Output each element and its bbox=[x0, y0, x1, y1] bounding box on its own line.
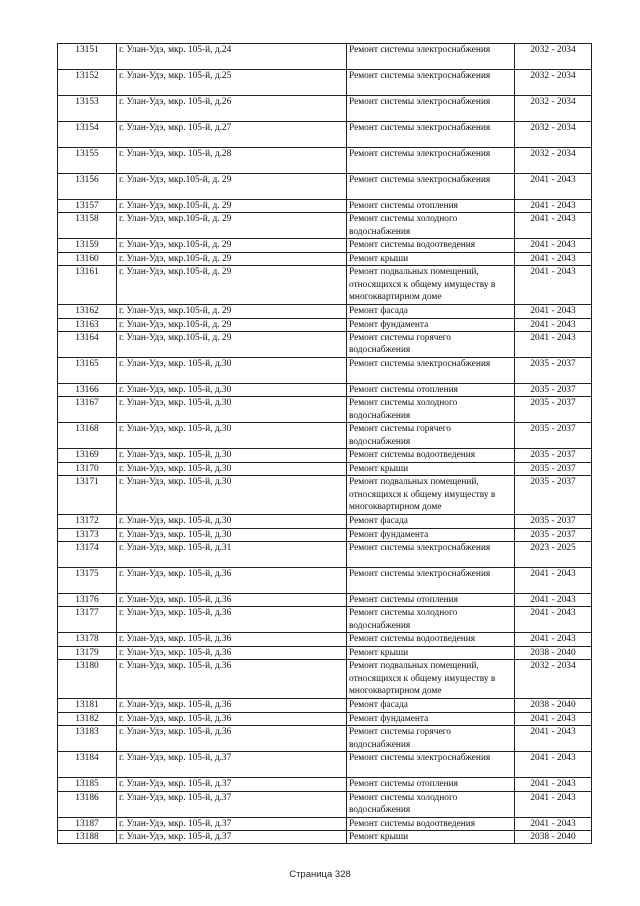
row-period: 2041 - 2043 bbox=[515, 817, 592, 830]
row-number: 13187 bbox=[58, 817, 117, 830]
row-period: 2041 - 2043 bbox=[515, 607, 592, 633]
table-row bbox=[58, 726, 592, 752]
row-work-type: Ремонт крыши bbox=[347, 830, 515, 843]
row-address: г. Улан-Удэ, мкр. 105-й, д.36 bbox=[117, 568, 347, 594]
table-row bbox=[58, 44, 592, 70]
row-number: 13181 bbox=[58, 699, 117, 712]
table-row bbox=[58, 148, 592, 174]
row-address: г. Улан-Удэ, мкр. 105-й, д.37 bbox=[117, 752, 347, 778]
table-row bbox=[58, 778, 592, 791]
row-address: г. Улан-Удэ, мкр. 105-й, д.24 bbox=[117, 44, 347, 70]
row-work-type: Ремонт системы водоотведения bbox=[347, 817, 515, 830]
row-number: 13182 bbox=[58, 712, 117, 725]
row-period: 2038 - 2040 bbox=[515, 646, 592, 659]
row-work-type: Ремонт фундамента bbox=[347, 318, 515, 331]
row-address: г. Улан-Удэ, мкр. 105-й, д.30 bbox=[117, 528, 347, 541]
table-row bbox=[58, 358, 592, 384]
row-work-type: Ремонт системы электроснабжения bbox=[347, 542, 515, 568]
row-period: 2041 - 2043 bbox=[515, 305, 592, 318]
row-period: 2041 - 2043 bbox=[515, 318, 592, 331]
row-work-type: Ремонт системы электроснабжения bbox=[347, 96, 515, 122]
table-row bbox=[58, 174, 592, 200]
table-row bbox=[58, 318, 592, 331]
table-row bbox=[58, 266, 592, 305]
row-number: 13166 bbox=[58, 384, 117, 397]
row-work-type: Ремонт системы отопления bbox=[347, 200, 515, 213]
row-address: г. Улан-Удэ, мкр. 105-й, д.28 bbox=[117, 148, 347, 174]
table-row bbox=[58, 817, 592, 830]
row-number: 13155 bbox=[58, 148, 117, 174]
row-address: г. Улан-Удэ, мкр. 105-й, д.30 bbox=[117, 449, 347, 462]
table-row bbox=[58, 397, 592, 423]
row-work-type: Ремонт системы горячего водоснабжения bbox=[347, 726, 515, 752]
row-period: 2035 - 2037 bbox=[515, 528, 592, 541]
row-work-type: Ремонт системы отопления bbox=[347, 384, 515, 397]
row-number: 13173 bbox=[58, 528, 117, 541]
table-row bbox=[58, 332, 592, 358]
table-row bbox=[58, 515, 592, 528]
row-number: 13161 bbox=[58, 266, 117, 305]
row-address: г. Улан-Удэ, мкр.105-й, д. 29 bbox=[117, 213, 347, 239]
row-work-type: Ремонт подвальных помещений, относящихся к общему имуществу в многоквартирном доме bbox=[347, 476, 515, 515]
row-address: г. Улан-Удэ, мкр. 105-й, д.30 bbox=[117, 476, 347, 515]
table-row bbox=[58, 791, 592, 817]
row-period: 2035 - 2037 bbox=[515, 476, 592, 515]
row-address: г. Улан-Удэ, мкр. 105-й, д.36 bbox=[117, 594, 347, 607]
row-number: 13175 bbox=[58, 568, 117, 594]
row-address: г. Улан-Удэ, мкр. 105-й, д.30 bbox=[117, 397, 347, 423]
row-period: 2041 - 2043 bbox=[515, 778, 592, 791]
table-row bbox=[58, 462, 592, 475]
row-period: 2041 - 2043 bbox=[515, 213, 592, 239]
row-work-type: Ремонт подвальных помещений, относящихся к общему имуществу в многоквартирном доме bbox=[347, 660, 515, 699]
row-number: 13162 bbox=[58, 305, 117, 318]
table-row bbox=[58, 239, 592, 252]
row-address: г. Улан-Удэ, мкр. 105-й, д.30 bbox=[117, 384, 347, 397]
row-number: 13153 bbox=[58, 96, 117, 122]
row-number: 13176 bbox=[58, 594, 117, 607]
row-work-type: Ремонт системы холодного водоснабжения bbox=[347, 213, 515, 239]
table-row bbox=[58, 660, 592, 699]
row-work-type: Ремонт фасада bbox=[347, 515, 515, 528]
row-work-type: Ремонт системы электроснабжения bbox=[347, 752, 515, 778]
table-row bbox=[58, 213, 592, 239]
row-address: г. Улан-Удэ, мкр.105-й, д. 29 bbox=[117, 239, 347, 252]
row-address: г. Улан-Удэ, мкр. 105-й, д.30 bbox=[117, 515, 347, 528]
row-number: 13159 bbox=[58, 239, 117, 252]
table-row bbox=[58, 712, 592, 725]
row-address: г. Улан-Удэ, мкр.105-й, д. 29 bbox=[117, 305, 347, 318]
row-address: г. Улан-Удэ, мкр. 105-й, д.26 bbox=[117, 96, 347, 122]
table-row bbox=[58, 122, 592, 148]
table-body bbox=[58, 44, 592, 844]
row-address: г. Улан-Удэ, мкр. 105-й, д.36 bbox=[117, 607, 347, 633]
row-number: 13169 bbox=[58, 449, 117, 462]
table-row bbox=[58, 423, 592, 449]
row-number: 13171 bbox=[58, 476, 117, 515]
row-number: 13160 bbox=[58, 252, 117, 265]
table-row bbox=[58, 96, 592, 122]
row-work-type: Ремонт системы горячего водоснабжения bbox=[347, 423, 515, 449]
row-work-type: Ремонт крыши bbox=[347, 646, 515, 659]
row-period: 2041 - 2043 bbox=[515, 712, 592, 725]
row-address: г. Улан-Удэ, мкр.105-й, д. 29 bbox=[117, 174, 347, 200]
row-number: 13178 bbox=[58, 633, 117, 646]
row-period: 2032 - 2034 bbox=[515, 44, 592, 70]
row-number: 13185 bbox=[58, 778, 117, 791]
table-row bbox=[58, 752, 592, 778]
row-address: г. Улан-Удэ, мкр.105-й, д. 29 bbox=[117, 200, 347, 213]
row-number: 13158 bbox=[58, 213, 117, 239]
row-address: г. Улан-Удэ, мкр. 105-й, д.36 bbox=[117, 712, 347, 725]
row-work-type: Ремонт подвальных помещений, относящихся к общему имуществу в многоквартирном доме bbox=[347, 266, 515, 305]
row-period: 2041 - 2043 bbox=[515, 174, 592, 200]
table-row bbox=[58, 830, 592, 843]
row-work-type: Ремонт системы электроснабжения bbox=[347, 122, 515, 148]
table-row bbox=[58, 542, 592, 568]
row-number: 13151 bbox=[58, 44, 117, 70]
row-number: 13179 bbox=[58, 646, 117, 659]
row-work-type: Ремонт системы холодного водоснабжения bbox=[347, 397, 515, 423]
table-row bbox=[58, 633, 592, 646]
row-work-type: Ремонт крыши bbox=[347, 252, 515, 265]
row-address: г. Улан-Удэ, мкр. 105-й, д.31 bbox=[117, 542, 347, 568]
row-period: 2041 - 2043 bbox=[515, 332, 592, 358]
row-period: 2041 - 2043 bbox=[515, 252, 592, 265]
row-address: г. Улан-Удэ, мкр. 105-й, д.37 bbox=[117, 791, 347, 817]
row-work-type: Ремонт системы водоотведения bbox=[347, 239, 515, 252]
row-address: г. Улан-Удэ, мкр. 105-й, д.36 bbox=[117, 660, 347, 699]
table-row bbox=[58, 70, 592, 96]
row-period: 2023 - 2025 bbox=[515, 542, 592, 568]
table-row bbox=[58, 476, 592, 515]
row-period: 2032 - 2034 bbox=[515, 660, 592, 699]
row-address: г. Улан-Удэ, мкр. 105-й, д.37 bbox=[117, 817, 347, 830]
row-number: 13172 bbox=[58, 515, 117, 528]
row-number: 13186 bbox=[58, 791, 117, 817]
row-period: 2041 - 2043 bbox=[515, 752, 592, 778]
row-number: 13188 bbox=[58, 830, 117, 843]
table-row bbox=[58, 384, 592, 397]
row-period: 2035 - 2037 bbox=[515, 423, 592, 449]
row-number: 13163 bbox=[58, 318, 117, 331]
row-work-type: Ремонт фундамента bbox=[347, 712, 515, 725]
row-period: 2032 - 2034 bbox=[515, 96, 592, 122]
row-period: 2035 - 2037 bbox=[515, 462, 592, 475]
table-row bbox=[58, 699, 592, 712]
row-work-type: Ремонт системы электроснабжения bbox=[347, 358, 515, 384]
row-number: 13183 bbox=[58, 726, 117, 752]
row-address: г. Улан-Удэ, мкр. 105-й, д.36 bbox=[117, 633, 347, 646]
row-period: 2038 - 2040 bbox=[515, 699, 592, 712]
row-period: 2041 - 2043 bbox=[515, 239, 592, 252]
repair-schedule-table bbox=[57, 43, 592, 844]
row-work-type: Ремонт фасада bbox=[347, 305, 515, 318]
table-row bbox=[58, 449, 592, 462]
row-work-type: Ремонт системы отопления bbox=[347, 594, 515, 607]
table-row bbox=[58, 305, 592, 318]
row-work-type: Ремонт системы горячего водоснабжения bbox=[347, 332, 515, 358]
row-number: 13152 bbox=[58, 70, 117, 96]
row-address: г. Улан-Удэ, мкр. 105-й, д.30 bbox=[117, 423, 347, 449]
row-number: 13168 bbox=[58, 423, 117, 449]
row-address: г. Улан-Удэ, мкр. 105-й, д.25 bbox=[117, 70, 347, 96]
row-number: 13184 bbox=[58, 752, 117, 778]
row-work-type: Ремонт системы электроснабжения bbox=[347, 44, 515, 70]
row-period: 2035 - 2037 bbox=[515, 515, 592, 528]
page-number: Страница 328 bbox=[289, 869, 351, 880]
row-address: г. Улан-Удэ, мкр. 105-й, д.30 bbox=[117, 462, 347, 475]
row-work-type: Ремонт системы электроснабжения bbox=[347, 174, 515, 200]
row-address: г. Улан-Удэ, мкр.105-й, д. 29 bbox=[117, 252, 347, 265]
row-number: 13170 bbox=[58, 462, 117, 475]
row-period: 2032 - 2034 bbox=[515, 70, 592, 96]
table-row bbox=[58, 568, 592, 594]
row-address: г. Улан-Удэ, мкр. 105-й, д.27 bbox=[117, 122, 347, 148]
row-work-type: Ремонт системы отопления bbox=[347, 778, 515, 791]
row-period: 2041 - 2043 bbox=[515, 633, 592, 646]
row-address: г. Улан-Удэ, мкр. 105-й, д.36 bbox=[117, 699, 347, 712]
table-row bbox=[58, 528, 592, 541]
row-period: 2032 - 2034 bbox=[515, 122, 592, 148]
row-address: г. Улан-Удэ, мкр.105-й, д. 29 bbox=[117, 332, 347, 358]
row-address: г. Улан-Удэ, мкр. 105-й, д.37 bbox=[117, 830, 347, 843]
table-row bbox=[58, 594, 592, 607]
row-work-type: Ремонт системы электроснабжения bbox=[347, 568, 515, 594]
row-work-type: Ремонт системы электроснабжения bbox=[347, 70, 515, 96]
row-work-type: Ремонт фундамента bbox=[347, 528, 515, 541]
row-number: 13157 bbox=[58, 200, 117, 213]
row-address: г. Улан-Удэ, мкр. 105-й, д.36 bbox=[117, 646, 347, 659]
row-work-type: Ремонт крыши bbox=[347, 462, 515, 475]
table-row bbox=[58, 646, 592, 659]
row-number: 13177 bbox=[58, 607, 117, 633]
row-address: г. Улан-Удэ, мкр. 105-й, д.30 bbox=[117, 358, 347, 384]
row-period: 2035 - 2037 bbox=[515, 384, 592, 397]
row-address: г. Улан-Удэ, мкр. 105-й, д.36 bbox=[117, 726, 347, 752]
row-period: 2032 - 2034 bbox=[515, 148, 592, 174]
table-row bbox=[58, 200, 592, 213]
row-period: 2041 - 2043 bbox=[515, 594, 592, 607]
row-work-type: Ремонт фасада bbox=[347, 699, 515, 712]
row-number: 13154 bbox=[58, 122, 117, 148]
row-work-type: Ремонт системы холодного водоснабжения bbox=[347, 791, 515, 817]
table-row bbox=[58, 252, 592, 265]
table-row bbox=[58, 607, 592, 633]
row-work-type: Ремонт системы водоотведения bbox=[347, 633, 515, 646]
row-number: 13174 bbox=[58, 542, 117, 568]
row-period: 2038 - 2040 bbox=[515, 830, 592, 843]
row-address: г. Улан-Удэ, мкр.105-й, д. 29 bbox=[117, 318, 347, 331]
row-work-type: Ремонт системы электроснабжения bbox=[347, 148, 515, 174]
row-work-type: Ремонт системы холодного водоснабжения bbox=[347, 607, 515, 633]
row-number: 13165 bbox=[58, 358, 117, 384]
row-period: 2041 - 2043 bbox=[515, 791, 592, 817]
row-period: 2041 - 2043 bbox=[515, 568, 592, 594]
row-number: 13167 bbox=[58, 397, 117, 423]
row-period: 2035 - 2037 bbox=[515, 397, 592, 423]
row-period: 2041 - 2043 bbox=[515, 726, 592, 752]
row-number: 13156 bbox=[58, 174, 117, 200]
row-address: г. Улан-Удэ, мкр. 105-й, д.37 bbox=[117, 778, 347, 791]
row-number: 13180 bbox=[58, 660, 117, 699]
row-work-type: Ремонт системы водоотведения bbox=[347, 449, 515, 462]
row-address: г. Улан-Удэ, мкр.105-й, д. 29 bbox=[117, 266, 347, 305]
row-number: 13164 bbox=[58, 332, 117, 358]
row-period: 2041 - 2043 bbox=[515, 266, 592, 305]
row-period: 2035 - 2037 bbox=[515, 358, 592, 384]
row-period: 2035 - 2037 bbox=[515, 449, 592, 462]
row-period: 2041 - 2043 bbox=[515, 200, 592, 213]
